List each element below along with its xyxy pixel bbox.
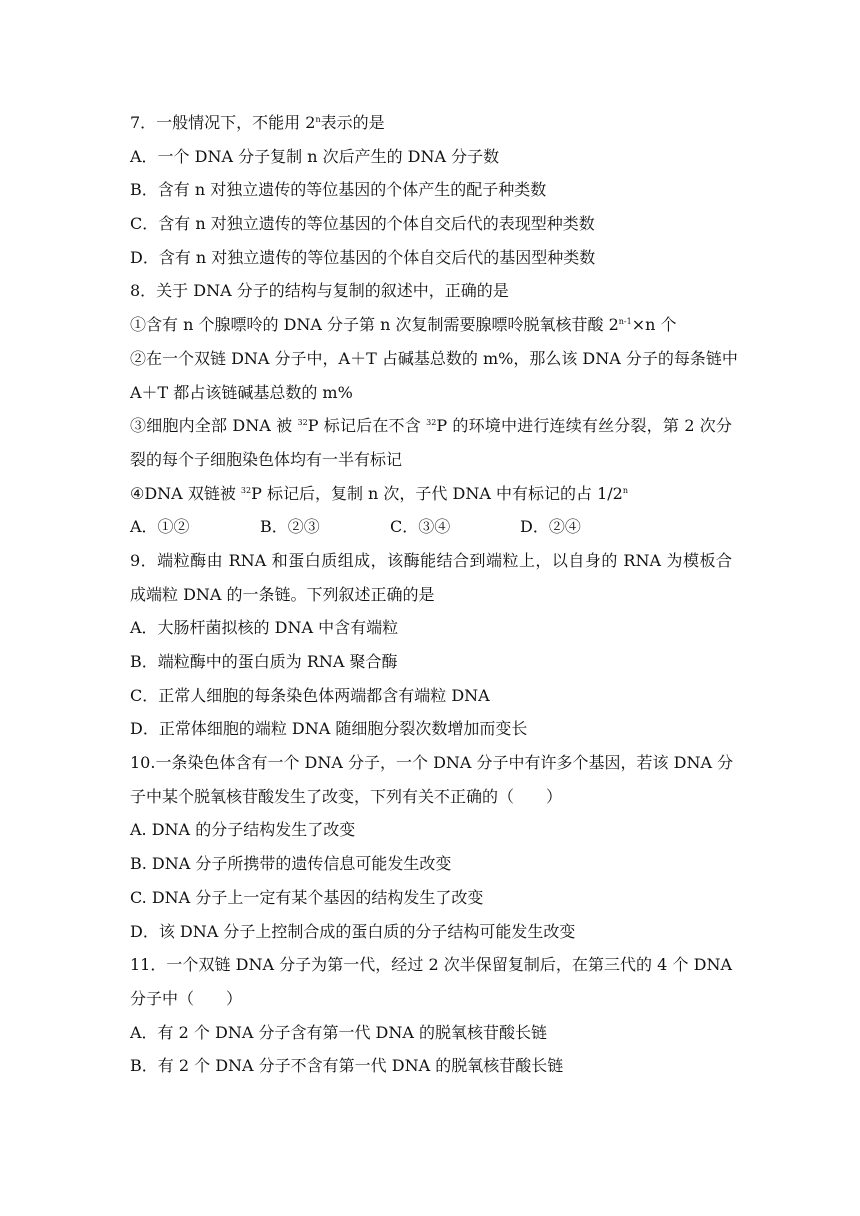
- q7-superscript: n: [315, 115, 321, 124]
- q8-s1-text-end: ×n 个: [631, 315, 677, 335]
- q7-option-b: B．含有 n 对独立遗传的等位基因的个体产生的配子种类数: [130, 180, 547, 200]
- q8-options: [130, 510, 732, 544]
- q8-statement-4: [130, 477, 732, 511]
- q11-stem-line-2: 分子中（ ）: [130, 988, 243, 1008]
- q8-statement-3-line-2: 裂的每个子细胞染色体均有一半有标记: [130, 449, 403, 469]
- q8-s4-superscript-1: 32: [240, 485, 252, 495]
- q8-statement-2-line-2: A＋T 都占该链碱基总数的 m%: [130, 382, 353, 402]
- q9-stem-line-2: 成端粒 DNA 的一条链。下列叙述正确的是: [130, 584, 435, 604]
- q8-s3-text: ③细胞内全部 DNA 被: [130, 416, 298, 436]
- q8-s1-superscript: n-1: [618, 317, 632, 327]
- q9-option-c: C．正常人细胞的每条染色体两端都含有端粒 DNA: [130, 685, 490, 705]
- q9-option-b: B．端粒酶中的蛋白质为 RNA 聚合酶: [130, 652, 398, 671]
- q11-option-a: A．有 2 个 DNA 分子含有第一代 DNA 的脱氧核苷酸长链: [130, 1022, 548, 1042]
- q10-option-d: D．该 DNA 分子上控制合成的蛋白质的分子结构可能发生改变: [130, 921, 576, 941]
- q10-option-b: B. DNA 分子所携带的遗传信息可能发生改变: [130, 854, 452, 874]
- q11-option-b: B．有 2 个 DNA 分子不含有第一代 DNA 的脱氧核苷酸长链: [130, 1056, 564, 1076]
- q7-stem: [130, 106, 732, 140]
- q8-s4-superscript-2: n: [622, 485, 628, 495]
- q8-s3-text-end: P 的环境中进行连续有丝分裂，第 2 次分: [436, 416, 732, 436]
- q8-option-b: B．②③: [260, 517, 320, 537]
- q8-s3-superscript-1: 32: [297, 418, 308, 428]
- q9-option-d: D．正常体细胞的端粒 DNA 随细胞分裂次数增加而变长: [130, 719, 528, 739]
- q7-option-c: C．含有 n 对独立遗传的等位基因的个体自交后代的表现型种类数: [130, 214, 595, 234]
- q10-stem-line-1: 10.一条染色体含有一个 DNA 分子，一个 DNA 分子中有许多个基因，若该 DNA 分: [130, 753, 734, 773]
- q10-option-a: A. DNA 的分子结构发生了改变: [130, 820, 356, 840]
- q7-stem-text: 7．一般情况下，不能用 2: [130, 113, 316, 132]
- q8-statement-3-line-1: [130, 409, 732, 443]
- question-list: [130, 106, 738, 1083]
- q9-option-a: A．大肠杆菌拟核的 DNA 中含有端粒: [130, 618, 399, 638]
- q11-stem-line-1: 11．一个双链 DNA 分子为第一代，经过 2 次半保留复制后，在第三代的 4 个 DNA: [130, 955, 732, 975]
- q10-stem-line-2: 子中某个脱氧核苷酸发生了改变，下列有关不正确的（ ）: [130, 786, 563, 806]
- q7-stem-text-end: 表示的是: [320, 113, 385, 132]
- q8-s3-text-mid: P 标记后在不含: [307, 416, 427, 436]
- q10-option-c: C. DNA 分子上一定有某个基因的结构发生了改变: [130, 887, 484, 907]
- q8-option-d: D．②④: [520, 517, 581, 537]
- q8-s4-text-end: P 标记后，复制 n 次，子代 DNA 中有标记的占 1/2: [251, 483, 623, 503]
- q8-statement-1: [130, 308, 732, 342]
- q8-statement-2-line-1: ②在一个双链 DNA 分子中，A＋T 占碱基总数的 m%，那么该 DNA 分子的每条链中: [130, 348, 738, 368]
- q9-stem-line-1: 9．端粒酶由 RNA 和蛋白质组成，该酶能结合到端粒上，以自身的 RNA 为模板合: [130, 550, 732, 570]
- q8-option-c: C．③④: [390, 517, 451, 537]
- q8-stem: 8．关于 DNA 分子的结构与复制的叙述中，正确的是: [130, 281, 509, 301]
- q8-s3-superscript-2: 32: [426, 418, 437, 428]
- q7-option-a: A．一个 DNA 分子复制 n 次后产生的 DNA 分子数: [130, 146, 500, 166]
- q7-option-d: D．含有 n 对独立遗传的等位基因的个体自交后代的基因型种类数: [130, 247, 596, 267]
- q8-s1-text: ①含有 n 个腺嘌呤的 DNA 分子第 n 次复制需要腺嘌呤脱氧核苷酸 2: [130, 315, 619, 335]
- q8-option-a: A．①②: [130, 517, 190, 537]
- q8-s4-text: ④DNA 双链被: [130, 483, 241, 503]
